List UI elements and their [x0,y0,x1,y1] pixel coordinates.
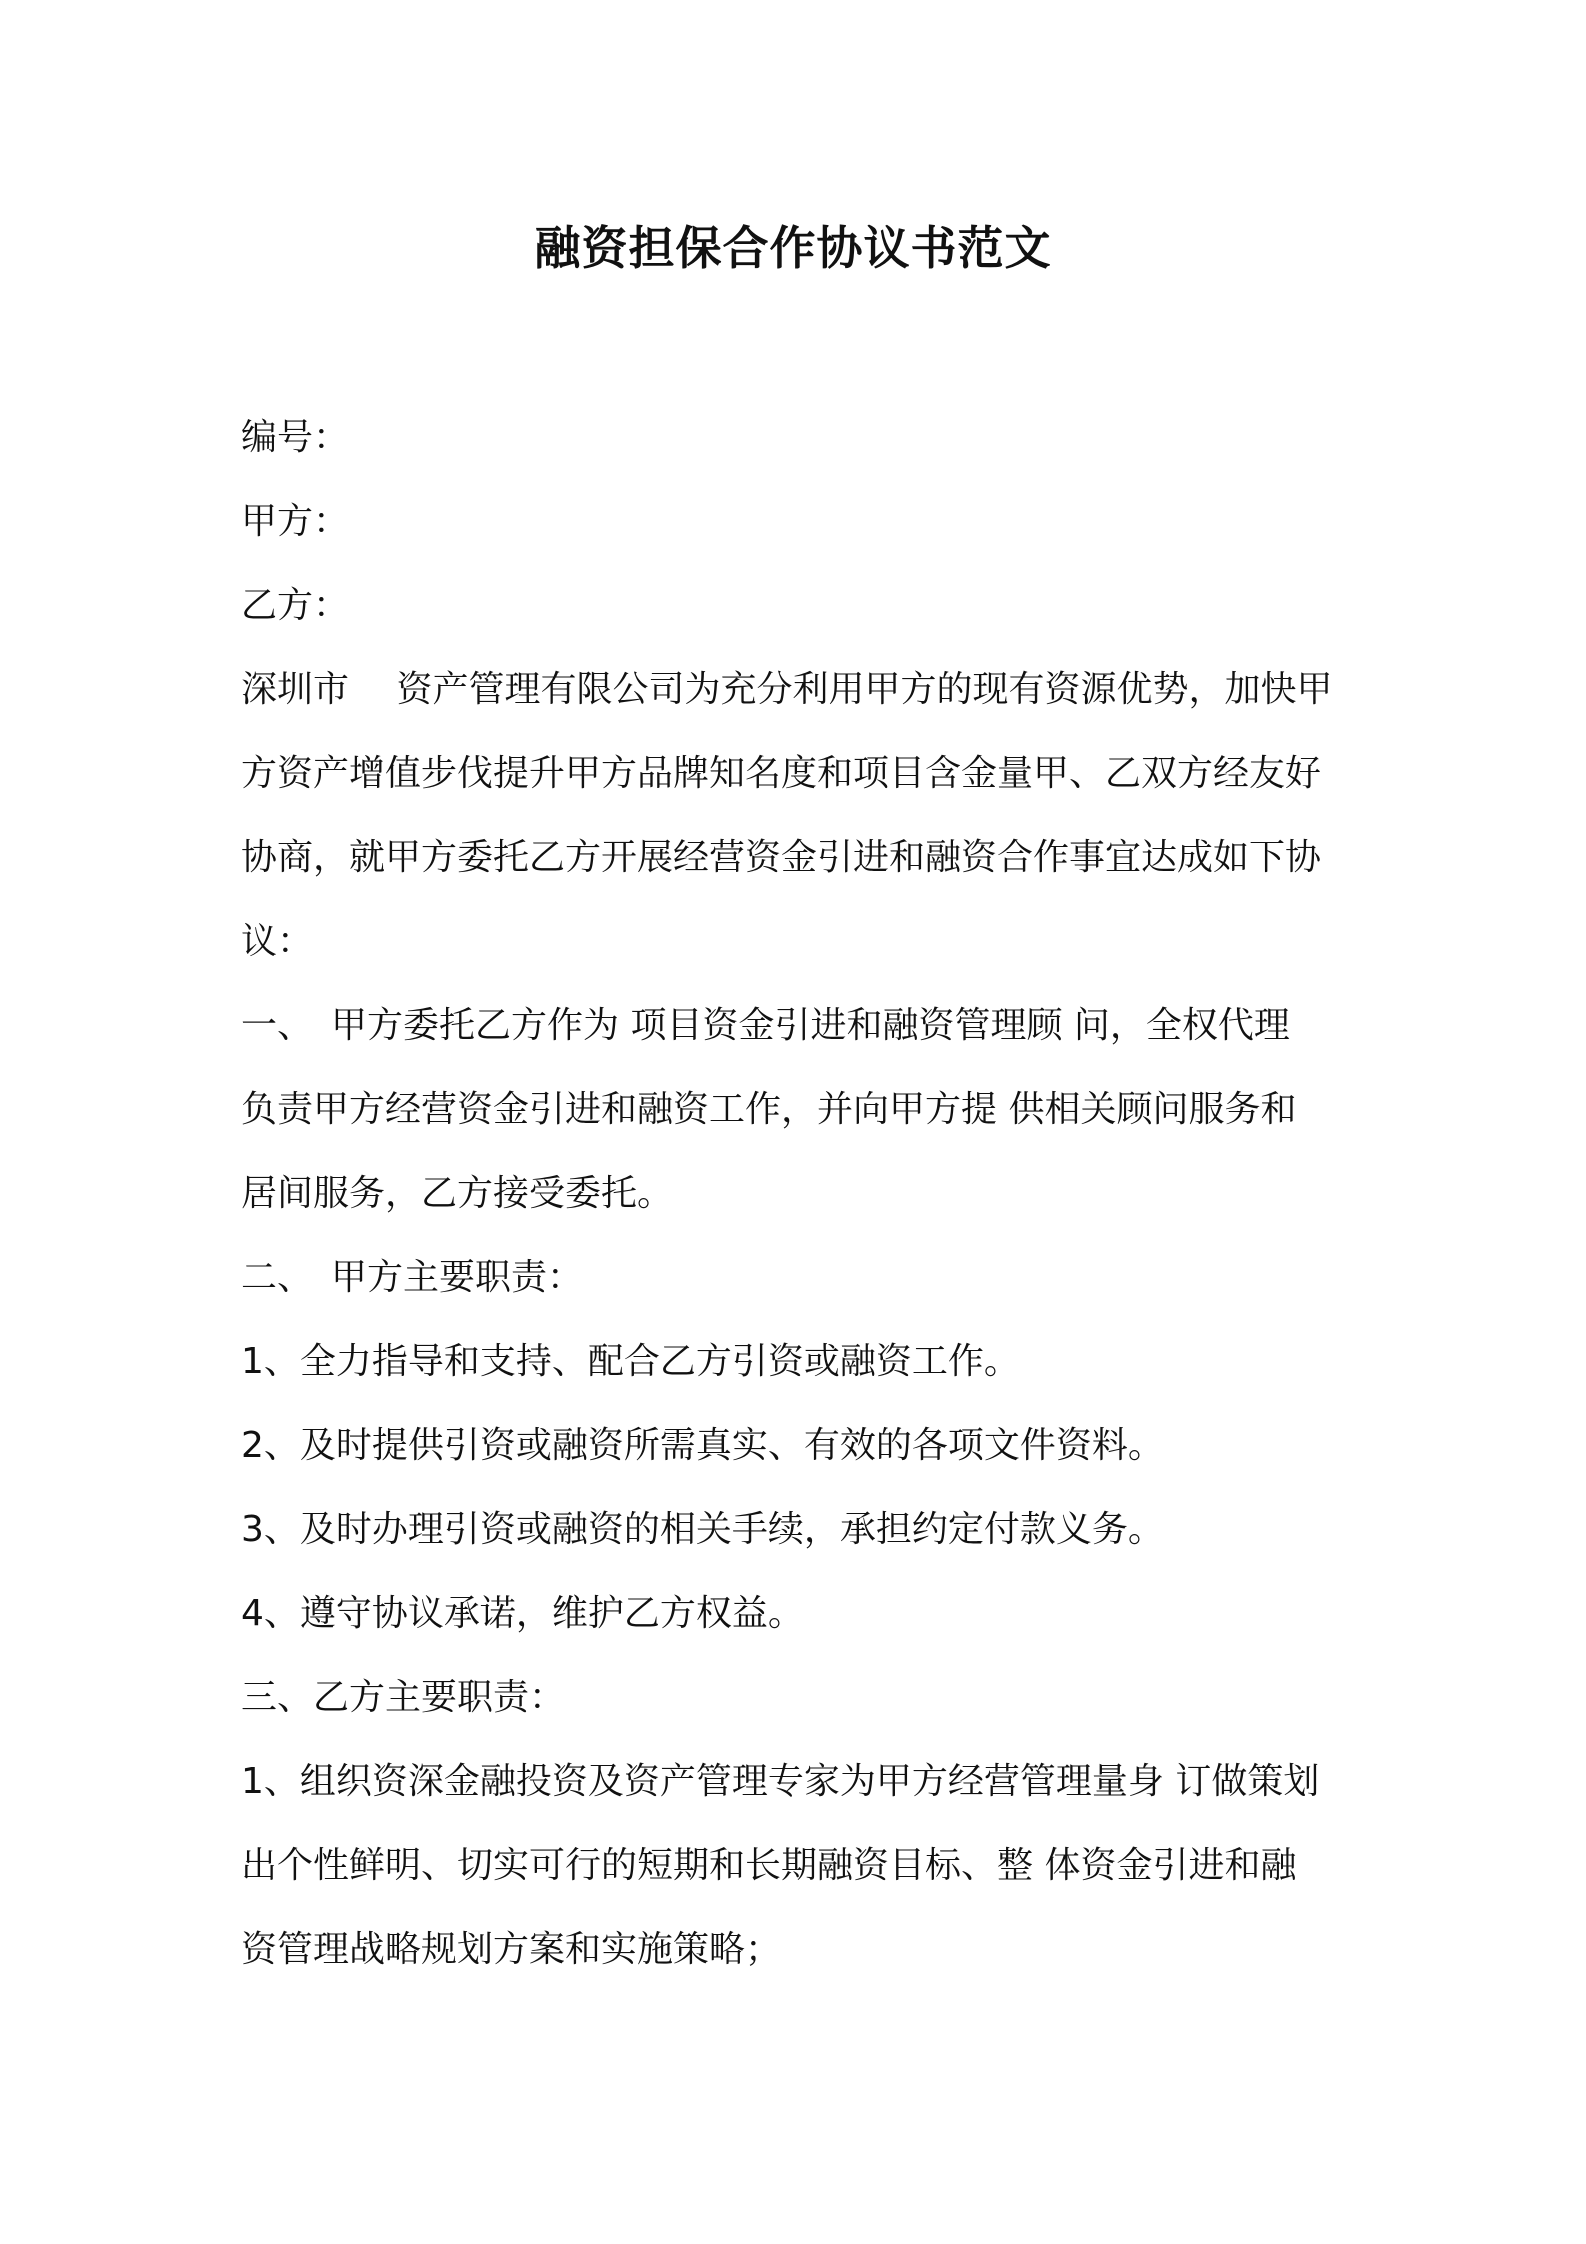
clause-1-line-2: 负责甲方经营资金引进和融资工作，并向甲方提 供相关顾问服务和 [241,1089,1297,1130]
clause-1-line-3: 居间服务，乙方接受委托。 [241,1173,674,1214]
clause-2-item-3: 3、及时办理引资或融资的相关手续，承担约定付款义务。 [241,1509,1164,1550]
clause-2-item-2: 2、及时提供引资或融资所需真实、有效的各项文件资料。 [241,1425,1164,1466]
field-party-a: 甲方： [241,501,350,542]
preamble-line-3: 协商，就甲方委托乙方开展经营资金引进和融资合作事宜达成如下协 [241,837,1322,878]
preamble-line-4: 议： [241,921,314,962]
clause-2-heading: 二、 甲方主要职责： [241,1257,584,1298]
preamble-line-2: 方资产增值步伐提升甲方品牌知名度和项目含金量甲、乙双方经友好 [241,753,1322,794]
clause-3-heading: 三、乙方主要职责： [241,1677,566,1718]
clause-3-item-1-line-2: 出个性鲜明、切实可行的短期和长期融资目标、整 体资金引进和融 [241,1845,1297,1886]
clause-2-item-1: 1、全力指导和支持、配合乙方引资或融资工作。 [241,1341,1020,1382]
field-party-b: 乙方： [241,585,350,626]
preamble-line-1: 深圳市 资产管理有限公司为充分利用甲方的现有资源优势，加快甲 [241,669,1333,710]
clause-3-item-1-line-3: 资管理战略规划方案和实施策略； [241,1929,782,1970]
document-title: 融资担保合作协议书范文 [534,221,1052,275]
clause-2-item-4: 4、遵守协议承诺，维护乙方权益。 [241,1593,804,1634]
field-number: 编号： [241,417,350,458]
clause-1-line-1: 一、 甲方委托乙方作为 项目资金引进和融资管理顾 问，全权代理 [241,1005,1290,1046]
clause-3-item-1-line-1: 1、组织资深金融投资及资产管理专家为甲方经营管理量身 订做策划 [241,1761,1320,1802]
